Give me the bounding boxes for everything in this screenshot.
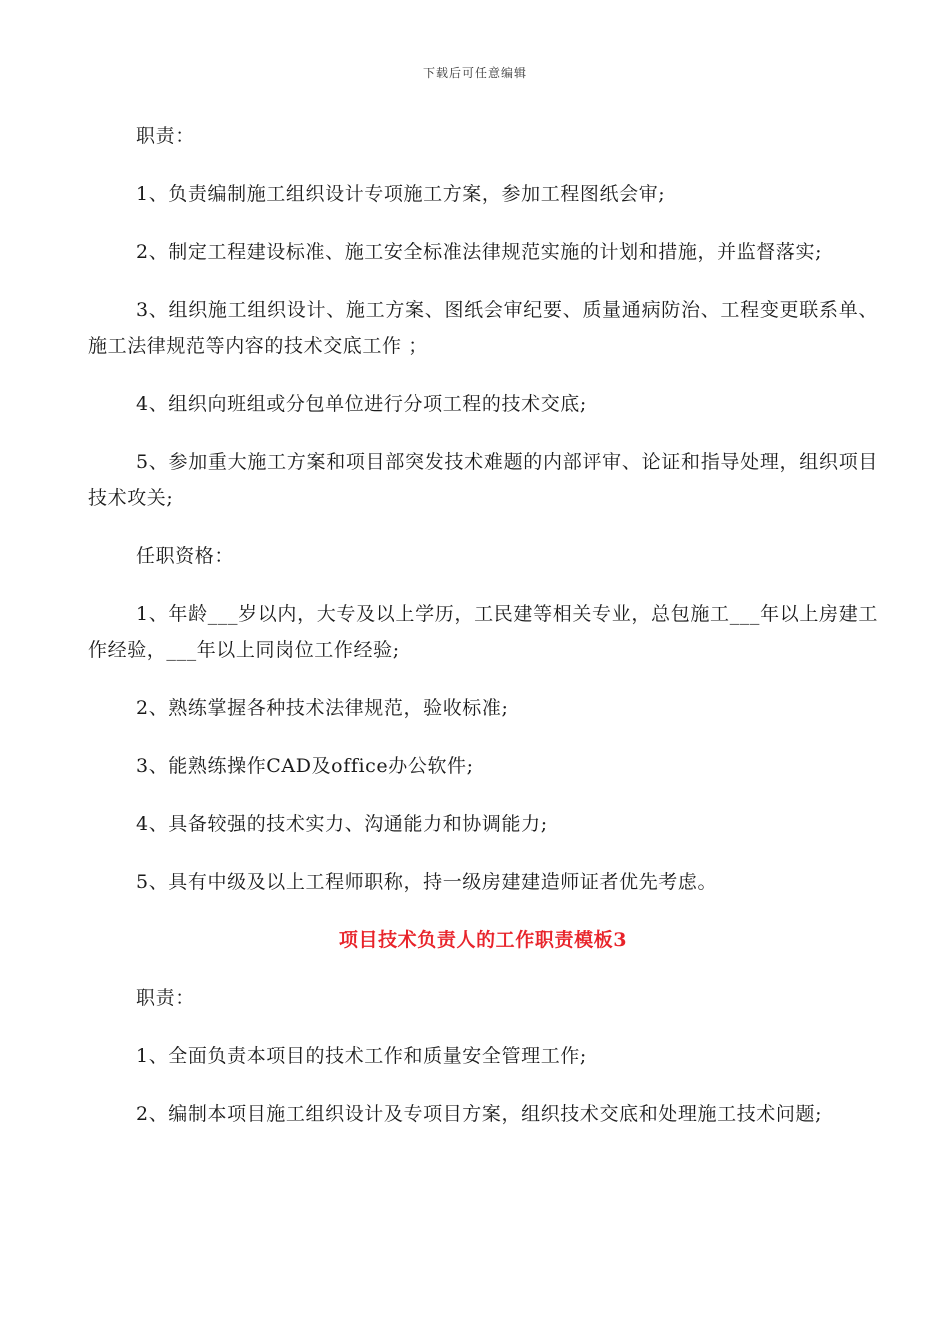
paragraph-qualification-4: 4、具备较强的技术实力、沟通能力和协调能力; — [136, 813, 548, 835]
paragraph-qualifications-heading: 任职资格： — [136, 545, 235, 567]
paragraph-duty-5: 5、参加重大施工方案和项目部突发技术难题的内部评审、论证和指导处理，组织项目技术攻关; — [88, 451, 878, 509]
paragraph-qualification-5: 5、具有中级及以上工程师职称，持一级房建建造师证者优先考虑。 — [136, 871, 718, 893]
paragraph-duty-1: 1、负责编制施工组织设计专项施工方案，参加工程图纸会审; — [136, 183, 666, 205]
document-body — [88, 118, 878, 1154]
section-duties-heading: 职责： — [136, 987, 195, 1009]
section-duty-2: 2、编制本项目施工组织设计及专项目方案，组织技术交底和处理施工技术问题; — [136, 1103, 823, 1125]
paragraph-duties-heading: 职责： — [136, 125, 195, 147]
section-duty-1: 1、全面负责本项目的技术工作和质量安全管理工作; — [136, 1045, 587, 1067]
paragraph-qualification-2: 2、熟练掌握各种技术法律规范，验收标准; — [136, 697, 509, 719]
paragraph-duty-3: 3、组织施工组织设计、施工方案、图纸会审纪要、质量通病防治、工程变更联系单、施工法律规范等内容的技术交底工作 ； — [88, 299, 878, 357]
paragraph-qualification-3: 3、能熟练操作CAD及office办公软件; — [136, 755, 474, 777]
header-note: 下载后可任意编辑 — [422, 66, 527, 80]
section-title: 项目技术负责人的工作职责模板3 — [338, 929, 628, 951]
paragraph-duty-2: 2、制定工程建设标准、施工安全标准法律规范实施的计划和措施，并监督落实; — [136, 241, 823, 263]
paragraph-qualification-1: 1、年龄___岁以内，大专及以上学历，工民建等相关专业，总包施工___年以上房建工作经验，___年以上同岗位工作经验; — [88, 603, 878, 661]
paragraph-duty-4: 4、组织向班组或分包单位进行分项工程的技术交底; — [136, 393, 587, 415]
